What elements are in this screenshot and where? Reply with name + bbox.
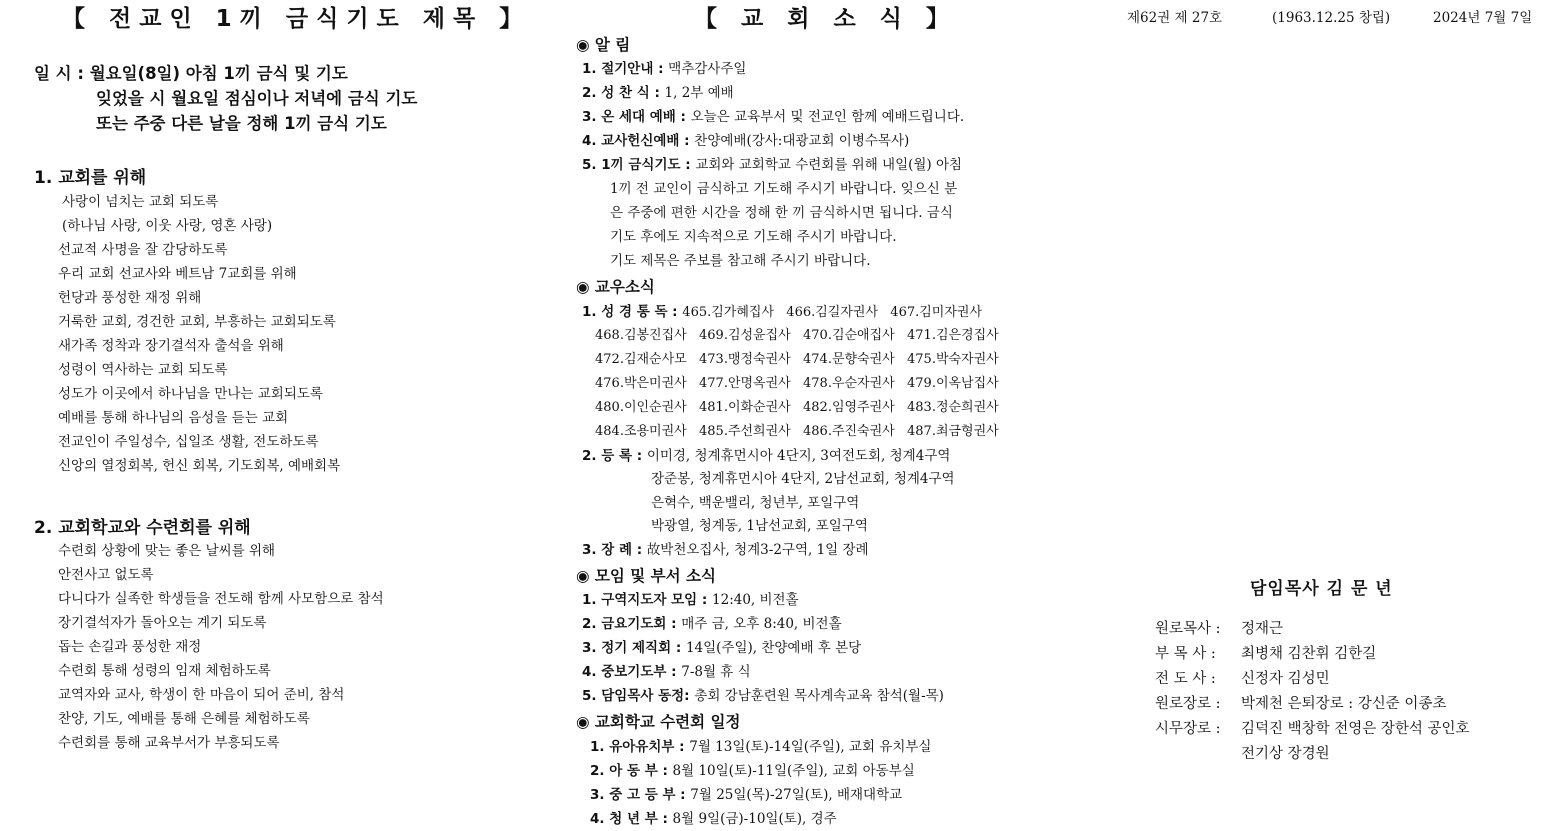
section-church-title: 1. 교회를 위해 [34,168,147,188]
list-item: 우리 교회 선교사와 베트남 7교회를 위해 [58,266,297,282]
church-prayer-list [58,190,340,478]
list-item: 돕는 손길과 풍성한 재정 [58,639,202,655]
list-item: 다니다가 실족한 학생들을 전도해 함께 사모함으로 참석 [58,591,384,607]
retreat-item: 4. 청 년 부 : 8월 9일(금)-10일(토), 경주 [590,811,837,827]
staff-row: 전 도 사 :신정자 김성민 [1155,671,1330,687]
schedule-line-1: 월요일(8일) 아침 1끼 금식 및 기도 [89,64,348,83]
list-item: 성령이 역사하는 교회 되도록 [58,362,228,378]
list-item: 사랑이 넘치는 교회 되도록 [62,194,219,210]
schedule-line-3: 또는 주중 다른 날을 정해 1끼 금식 기도 [96,114,387,133]
list-item: (하나님 사랑, 이웃 사랑, 영혼 사랑) [62,218,273,234]
list-item: 수련회 통해 성령의 임재 체험하도록 [58,663,271,679]
meeting-item: 5. 담임목사 동정: 총회 강남훈련원 목사계속교육 참석(월-목) [582,688,944,704]
fasting-schedule [34,61,417,136]
section-school-title: 2. 교회학교와 수련회를 위해 [34,518,251,538]
list-item: 헌당과 풍성한 재정 위해 [58,290,202,306]
funeral-row: 3. 장 례 : 故박천오집사, 청계3-2구역, 1일 장례 [582,542,869,558]
list-item: 신앙의 열정회복, 헌신 회복, 기도회복, 예배회복 [58,458,341,474]
meeting-item: 3. 정기 제직회 : 14일(주일), 찬양예배 후 본당 [582,640,862,656]
retreat-item: 2. 아 동 부 : 8월 10일(토)-11일(주일), 교회 아동부실 [590,763,915,779]
notice-item: 3. 온 세대 예배 : 오늘은 교육부서 및 전교인 함께 예배드립니다. [582,109,965,125]
staff-row: 원로목사 :정재근 [1155,621,1284,637]
founding-date: (1963.12.25 창립) [1272,10,1391,26]
prayer-topics-title: 【 전교인 1끼 금식기도 제목 】 [62,6,531,32]
notice-continuation: 1끼 전 교인이 금식하고 기도해 주시기 바랍니다. 잊으신 분 은 주중에 편한 시간을 정해 한 끼 금식하시면 됩니다. 금식 기도 후에도 지속적으로 기도해 주시기 바랍니다. 기도 제목은 주보를 참고해 주시기 바랍니다. [610,181,958,269]
list-item: 수련회를 통해 교육부서가 부흥되도록 [58,735,280,751]
school-prayer-list [58,539,384,755]
staff-row: 전기상 장경원 [1241,746,1330,762]
notice-item: 1. 절기안내 : 맥추감사주일 [582,61,747,77]
staff-list [1155,617,1470,767]
list-item: 예배를 통해 하나님의 음성을 듣는 교회 [58,410,289,426]
notice-heading: ◉ 알 림 [576,36,631,54]
notice-item: 4. 교사헌신예배 : 찬양예배(강사:대광교회 이병수목사) [582,133,910,149]
list-item: 장기결석자가 돌아오는 계기 되도록 [58,615,267,631]
issue-date: 2024년 7월 7일 [1433,10,1533,26]
list-item: 전교인이 주일성수, 십일조 생활, 전도하도록 [58,434,319,450]
volume-number: 제62권 제 27호 [1127,10,1223,26]
staff-row: 시무장로 :김덕진 백창학 전영은 장한석 공인호 [1155,721,1470,737]
schedule-label: 일 시 : [34,64,90,83]
senior-pastor: 담임목사 김 문 년 [1250,579,1393,599]
meeting-item: 2. 금요기도회 : 매주 금, 오후 8:40, 비전홀 [582,616,842,632]
church-news-title: 【 교 회 소 식 】 [694,6,957,32]
retreat-heading: ◉ 교회학교 수련회 일정 [576,713,741,731]
bible-reading-grid: 468.김봉진집사 469.김성윤집사 470.김순애집사 471.김은경집사 472.김재순사모 473.맹정숙권사 474.문향숙권사 475.박숙자권사 476.박은미권사 477.안명옥권사 478.우순자권사 479.이옥남집사 480.이인순권사 481.이화순권사 482.임영주권사 483.정순희권사 484.조용미권사 485.주선희권사 486.주진숙권사 487.최금형권사 [595,328,999,439]
list-item: 안전사고 없도록 [58,567,154,583]
meeting-item: 4. 중보기도부 : 7-8월 휴 식 [582,664,751,680]
bible-reading-row: 1. 성 경 통 독 : 465.김가혜집사 466.김길자권사 467.김미자권사 [582,304,983,320]
retreat-item: 3. 중 고 등 부 : 7월 25일(목)-27일(토), 배재대학교 [590,787,903,803]
schedule-line-2: 잊었을 시 월요일 점심이나 저녁에 금식 기도 [96,89,418,108]
registration-list: 장준봉, 청계휴먼시아 4단지, 2남선교회, 청계4구역 은혁수, 백운밸리, 청년부, 포일구역 박광열, 청계동, 1남선교회, 포일구역 [651,471,955,534]
list-item: 새가족 정착과 장기결석자 출석을 위해 [58,338,284,354]
notice-item: 5. 1끼 금식기도 : 교회와 교회학교 수련회를 위해 내일(월) 아침 [582,157,963,173]
registration-row: 2. 등 록 : 이미경, 청계휴먼시아 4단지, 3여전도회, 청계4구역 [582,448,951,464]
list-item: 수련회 상황에 맞는 좋은 날씨를 위해 [58,543,276,559]
list-item: 거룩한 교회, 경건한 교회, 부흥하는 교회되도록 [58,314,336,330]
notice-item: 2. 성 찬 식 : 1, 2부 예배 [582,85,734,101]
list-item: 선교적 사명을 잘 감당하도록 [58,242,228,258]
staff-row: 원로장로 :박제천 은퇴장로 : 강신준 이종초 [1155,696,1447,712]
staff-row: 부 목 사 :최병채 김찬휘 김한길 [1155,646,1377,662]
list-item: 찬양, 기도, 예배를 통해 은혜를 체험하도록 [58,711,310,727]
retreat-item: 1. 유아유치부 : 7월 13일(토)-14일(주일), 교회 유치부실 [590,739,932,755]
meeting-item: 1. 구역지도자 모임 : 12:40, 비전홀 [582,592,799,608]
list-item: 성도가 이곳에서 하나님을 만나는 교회되도록 [58,386,323,402]
members-heading: ◉ 교우소식 [576,278,655,296]
list-item: 교역자와 교사, 학생이 한 마음이 되어 준비, 참석 [58,687,345,703]
meetings-heading: ◉ 모임 및 부서 소식 [576,567,716,585]
